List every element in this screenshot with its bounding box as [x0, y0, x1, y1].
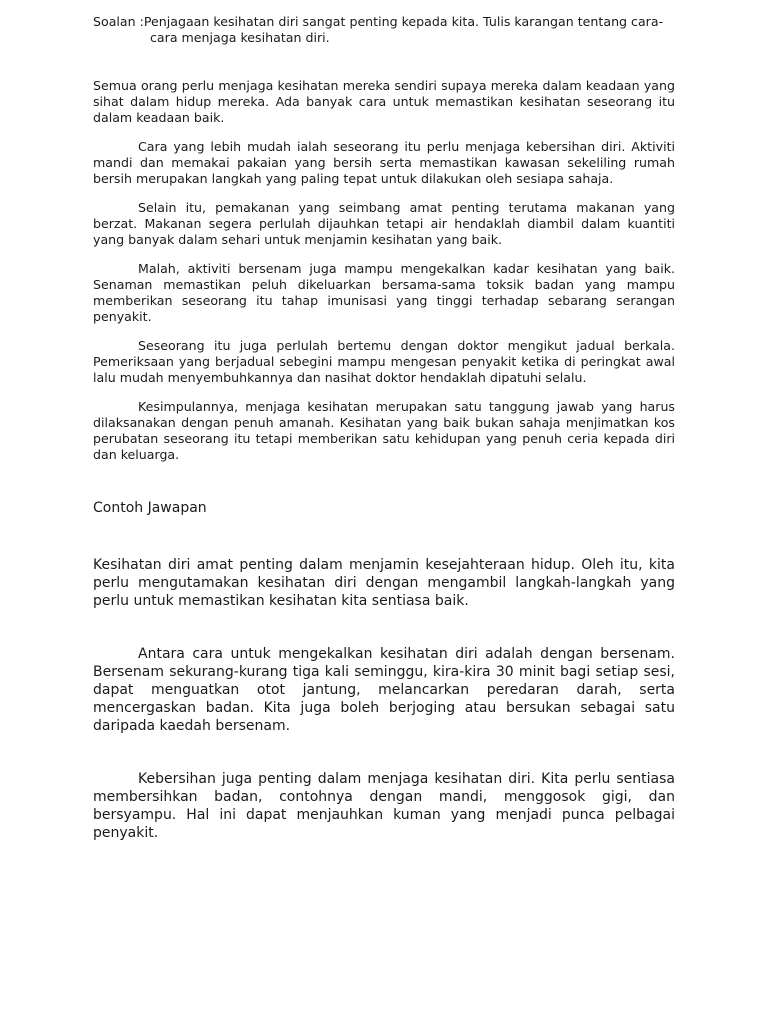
sample-paragraph-intro: Kesihatan diri amat penting dalam menjamin kesejahteraan hidup. Oleh itu, kita perlu mengutamakan kesihatan diri dengan mengambil langkah-langkah yang perlu untuk memastikan kesihatan kita sentiasa baik.	[93, 557, 675, 609]
question-line-1: Soalan :Penjagaan kesihatan diri sangat penting kepada kita. Tulis karangan tentang cara-	[93, 14, 664, 29]
sample-answer-heading: Contoh Jawapan	[93, 500, 207, 516]
sample-answer-body	[93, 557, 675, 843]
sample-paragraph-exercise: Antara cara untuk mengekalkan kesihatan diri adalah dengan bersenam. Bersenam sekurang-kurang tiga kali seminggu, kira-kira 30 minit bagi setiap sesi, dapat menguatkan otot jantung, melancarkan peredaran darah, serta mencergaskan badan. Kita juga boleh berjoging atau bersukan sebagai satu daripada kaedah bersenam.	[93, 646, 675, 734]
essay-paragraph-cleanliness: Cara yang lebih mudah ialah seseorang itu perlu menjaga kebersihan diri. Aktiviti mandi dan memakai pakaian yang bersih serta memastikan kawasan sekeliling rumah bersih merupakan langkah yang paling tepat untuk dilakukan oleh sesiapa sahaja.	[93, 139, 675, 186]
question-line-2: cara menjaga kesihatan diri.	[150, 30, 330, 45]
essay-body	[93, 78, 675, 463]
document-page	[93, 14, 675, 879]
essay-paragraph-doctor: Seseorang itu juga perlulah bertemu dengan doktor mengikut jadual berkala. Pemeriksaan yang berjadual sebegini mampu mengesan penyakit ketika di peringkat awal lalu mudah menyembuhkannya dan nasihat doktor hendaklah dipatuhi selalu.	[93, 338, 675, 385]
question-block	[93, 14, 675, 46]
essay-paragraph-intro: Semua orang perlu menjaga kesihatan mereka sendiri supaya mereka dalam keadaan yang sihat dalam hidup mereka. Ada banyak cara untuk memastikan kesihatan seseorang itu dalam keadaan baik.	[93, 78, 675, 125]
essay-paragraph-exercise: Malah, aktiviti bersenam juga mampu mengekalkan kadar kesihatan yang baik. Senaman memastikan peluh dikeluarkan bersama-sama toksik badan yang mampu memberikan seseorang itu tahap imunisasi yang tinggi terhadap sebarang serangan penyakit.	[93, 261, 675, 324]
essay-paragraph-diet: Selain itu, pemakanan yang seimbang amat penting terutama makanan yang berzat. Makanan segera perlulah dijauhkan tetapi air hendaklah diambil dalam kuantiti yang banyak dalam sehari untuk menjamin kesihatan yang baik.	[93, 200, 675, 247]
sample-paragraph-cleanliness: Kebersihan juga penting dalam menjaga kesihatan diri. Kita perlu sentiasa membersihkan badan, contohnya dengan mandi, menggosok gigi, dan bersyampu. Hal ini dapat menjauhkan kuman yang menjadi punca pelbagai penyakit.	[93, 771, 675, 841]
essay-paragraph-conclusion: Kesimpulannya, menjaga kesihatan merupakan satu tanggung jawab yang harus dilaksanakan dengan penuh amanah. Kesihatan yang baik bukan sahaja menjimatkan kos perubatan seseorang itu tetapi memberikan satu kehidupan yang penuh ceria kepada diri dan keluarga.	[93, 399, 675, 462]
